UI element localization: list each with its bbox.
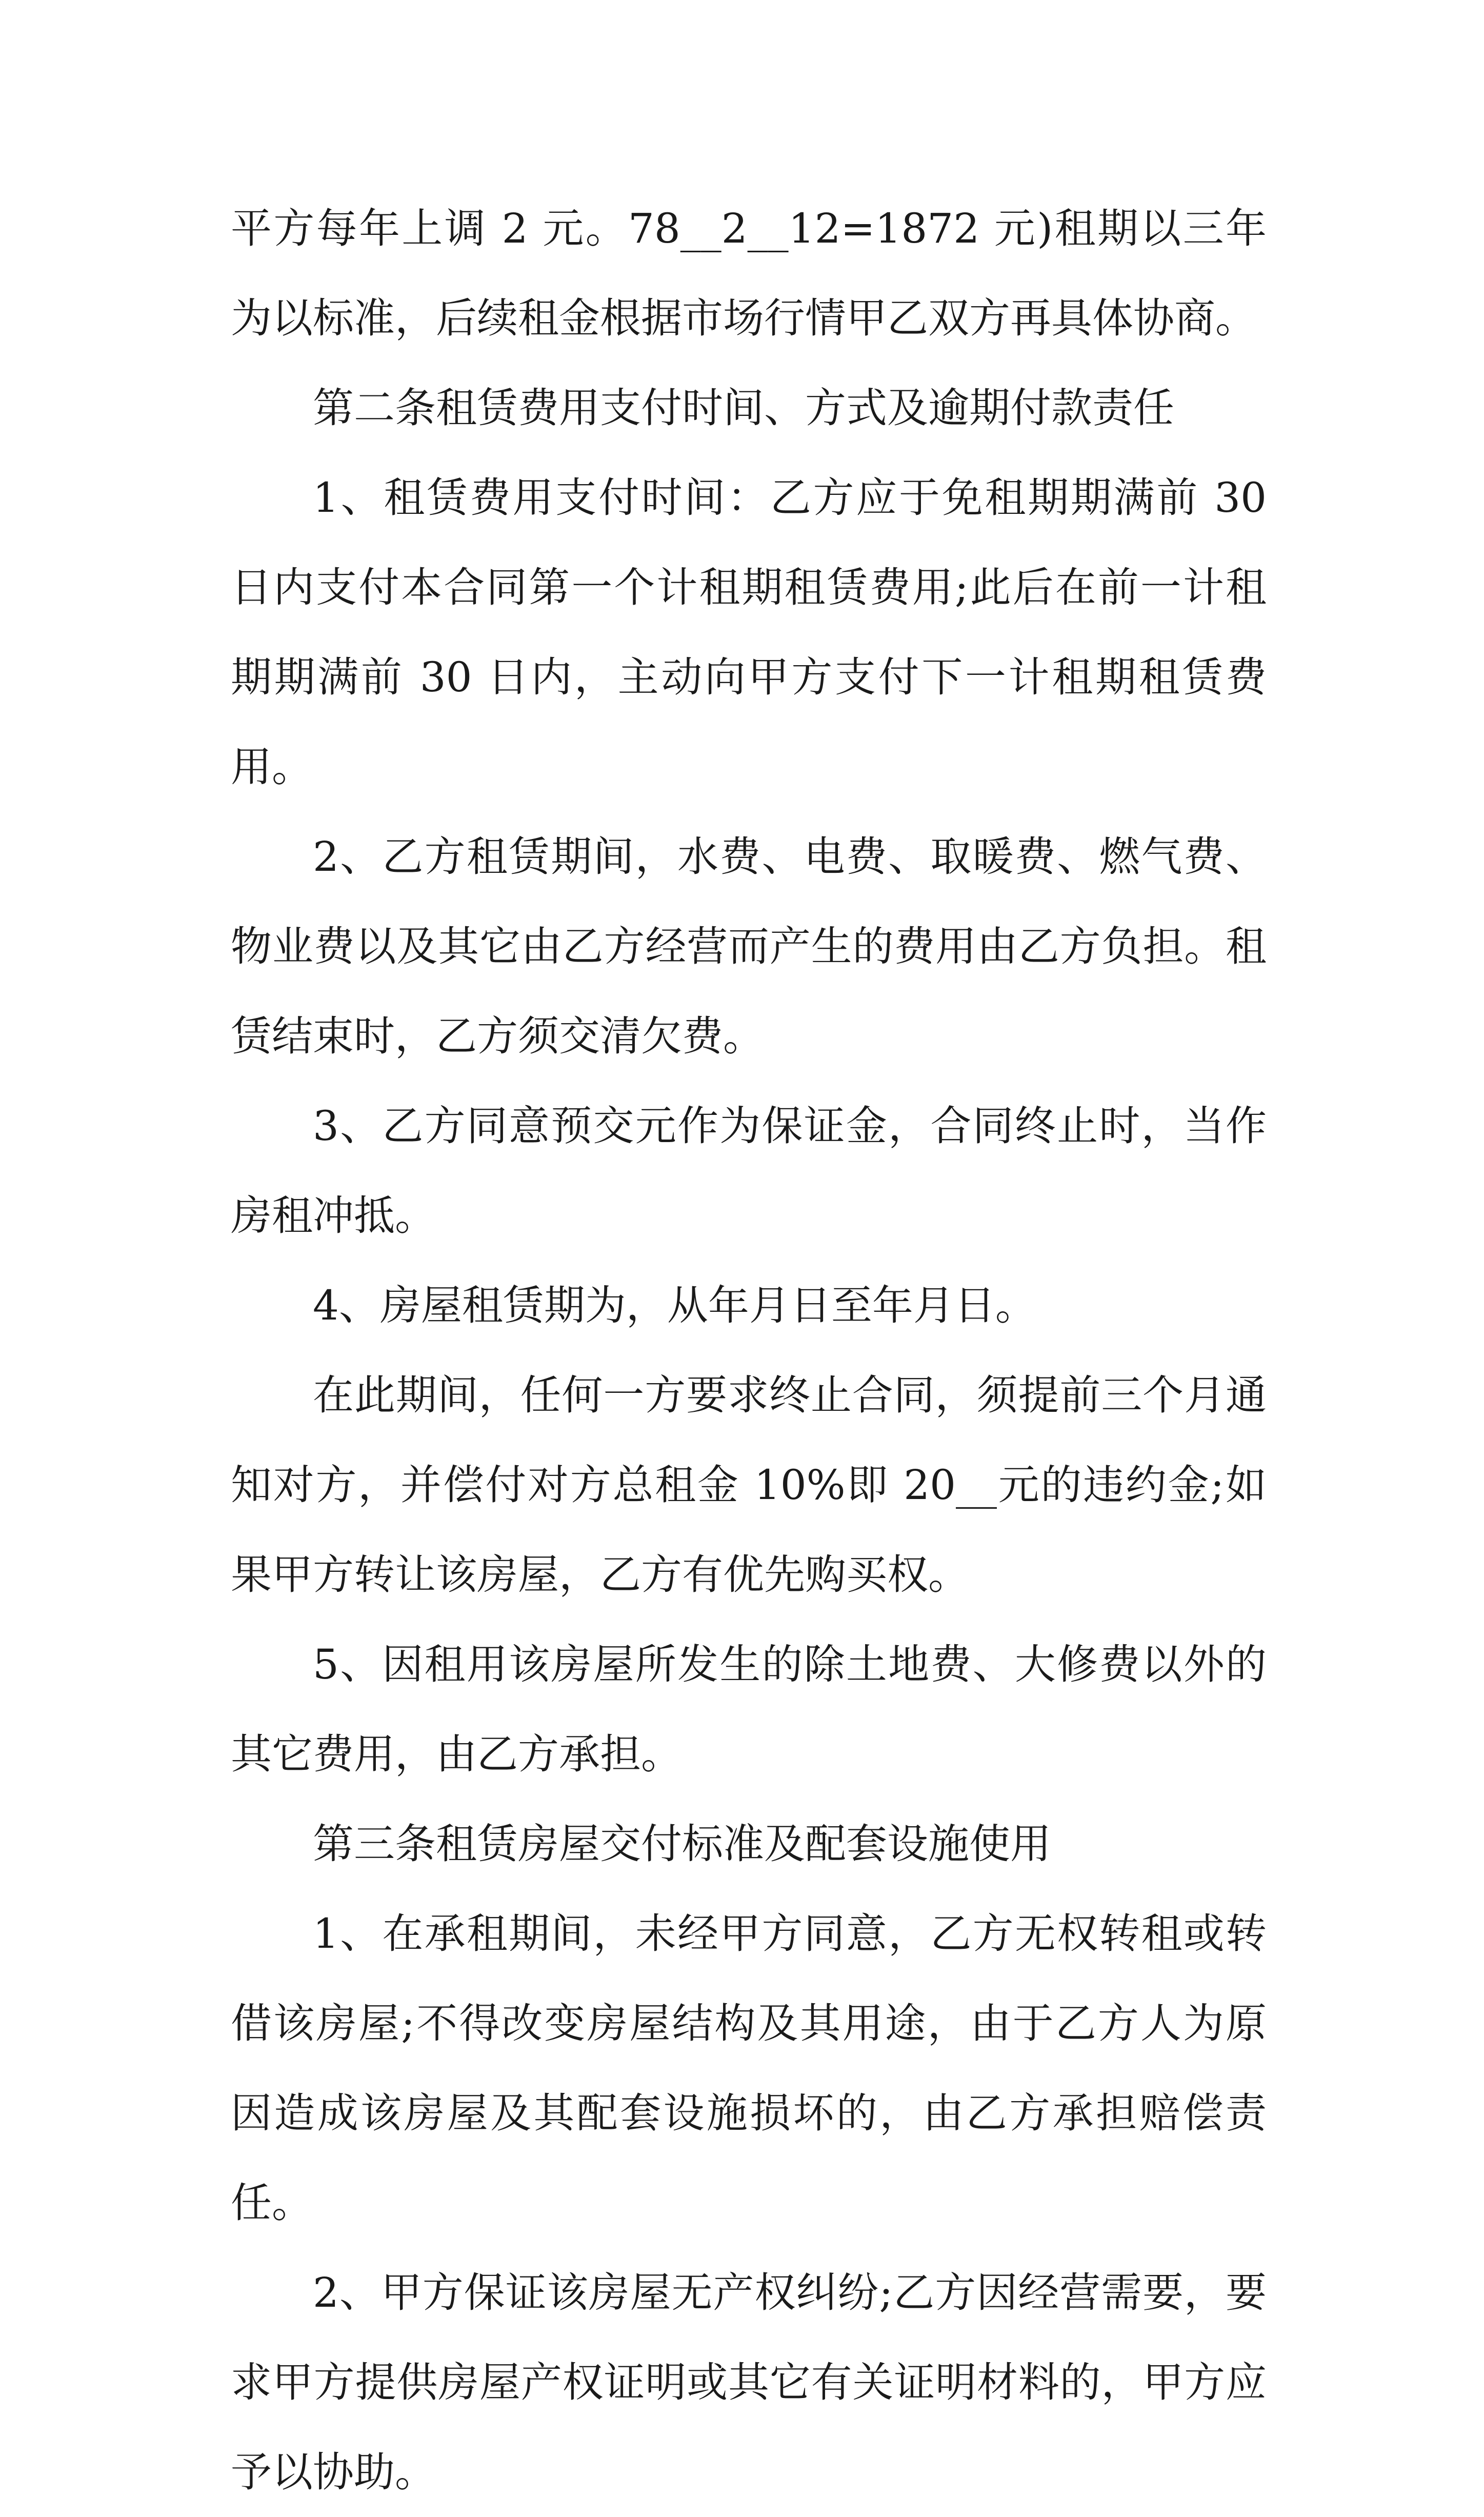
article-2-heading: 第二条租赁费用支付时间、方式及逾期付款责任 bbox=[313, 384, 1174, 432]
paragraph-lease-term: 4、房屋租赁期为，从年月日至年月日。 bbox=[313, 1282, 1036, 1329]
paragraph-utility-fees: 2、乙方租赁期间，水费、电费、取暖费、燃气费、物业费以及其它由乙方经营而产生的费用由乙方负担。租赁结束时，乙方须交清欠费。 bbox=[231, 833, 1267, 1060]
paragraph-payment-time: 1、租赁费用支付时间：乙方应于免租期期满前 30 日内支付本合同第一个计租期租赁费用;此后在前一计租期期满前 30 日内，主动向甲方支付下一计租期租赁费用。 bbox=[231, 474, 1267, 791]
article-3-heading: 第三条租赁房屋交付标准及配套设施使用 bbox=[313, 1820, 1051, 1868]
paragraph-deposit: 3、乙方同意预交元作为保证金，合同终止时，当作房租冲抵。 bbox=[231, 1102, 1267, 1240]
paragraph-sublease: 1、在承租期间，未经甲方同意，乙方无权转租或转借该房屋;不得改变房屋结构及其用途，由于乙方人为原因造成该房屋及其配套设施损坏的，由乙方承担赔偿责任。 bbox=[231, 1910, 1267, 2227]
paragraph-property-rights: 2、甲方保证该房屋无产权纠纷;乙方因经营需要，要求甲方提供房屋产权证明或其它有关证明材料的，甲方应予以协助。 bbox=[231, 2269, 1267, 2496]
paragraph-other-fees: 5、因租用该房屋所发生的除土地费、大修费以外的其它费用，由乙方承担。 bbox=[231, 1641, 1267, 1778]
document-body bbox=[231, 184, 1267, 2517]
paragraph-rent-adjustment: 平方每年上调 2 元。78__2__12=1872 元)租期以三年为以标准，后续租金根据市场行情甲乙双方再具体协商。 bbox=[231, 205, 1267, 342]
paragraph-termination: 在此期间，任何一方要求终止合同，须提前三个月通知对方，并偿付对方总租金 10%即 20__元的违约金;如果甲方转让该房屋，乙方有优先购买权。 bbox=[231, 1371, 1267, 1599]
